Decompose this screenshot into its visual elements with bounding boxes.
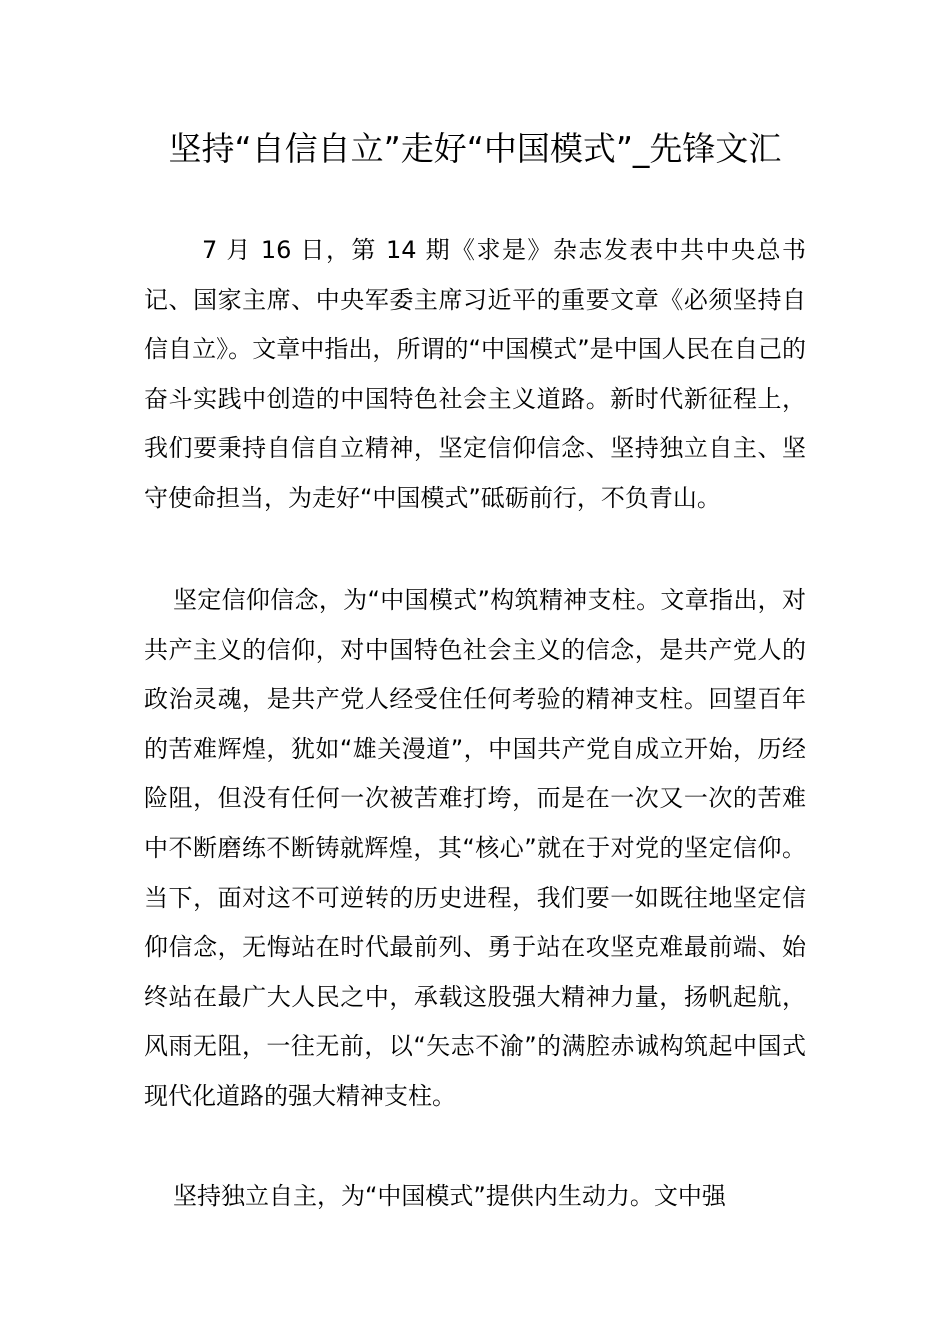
document-title: 坚持“自信自立”走好“中国模式”_先锋文汇 — [168, 129, 782, 168]
paragraph-intro: 7 月 16 日，第 14 期《求是》杂志发表中共中央总书记、国家主席、中央军委主席习近平的重要文章《必须坚持自信自立》。文章中指出，所谓的“中国模式”是中国人民在自己的奋斗实践中创造的中国特色社会主义道路。新时代新征程上，我们要秉持自信自立精神，坚定信仰信念、坚持独立自主、坚守使命担当，为走好“中国模式”砥砺前行，不负青山。 — [144, 236, 806, 512]
paragraph-faith: 坚定信仰信念，为“中国模式”构筑精神支柱。文章指出，对共产主义的信仰，对中国特色社会主义的信念，是共产党人的政治灵魂，是共产党人经受住任何考验的精神支柱。回望百年的苦难辉煌，犹如“雄关漫道”，中国共产党自成立开始，历经险阻，但没有任何一次被苦难打垮，而是在一次又一次的苦难中不断磨练不断铸就辉煌，其“核心”就在于对党的坚定信仰。当下，面对这不可逆转的历史进程，我们要一如既往地坚定信仰信念，无悔站在时代最前列、勇于站在攻坚克难最前端、始终站在最广大人民之中，承载这股强大精神力量，扬帆起航，风雨无阻，一往无前，以“矢志不渝”的满腔赤诚构筑起中国式现代化道路的强大精神支柱。 — [144, 586, 806, 1110]
paragraph-independence: 坚持独立自主，为“中国模式”提供内生动力。文中强 — [173, 1182, 726, 1210]
